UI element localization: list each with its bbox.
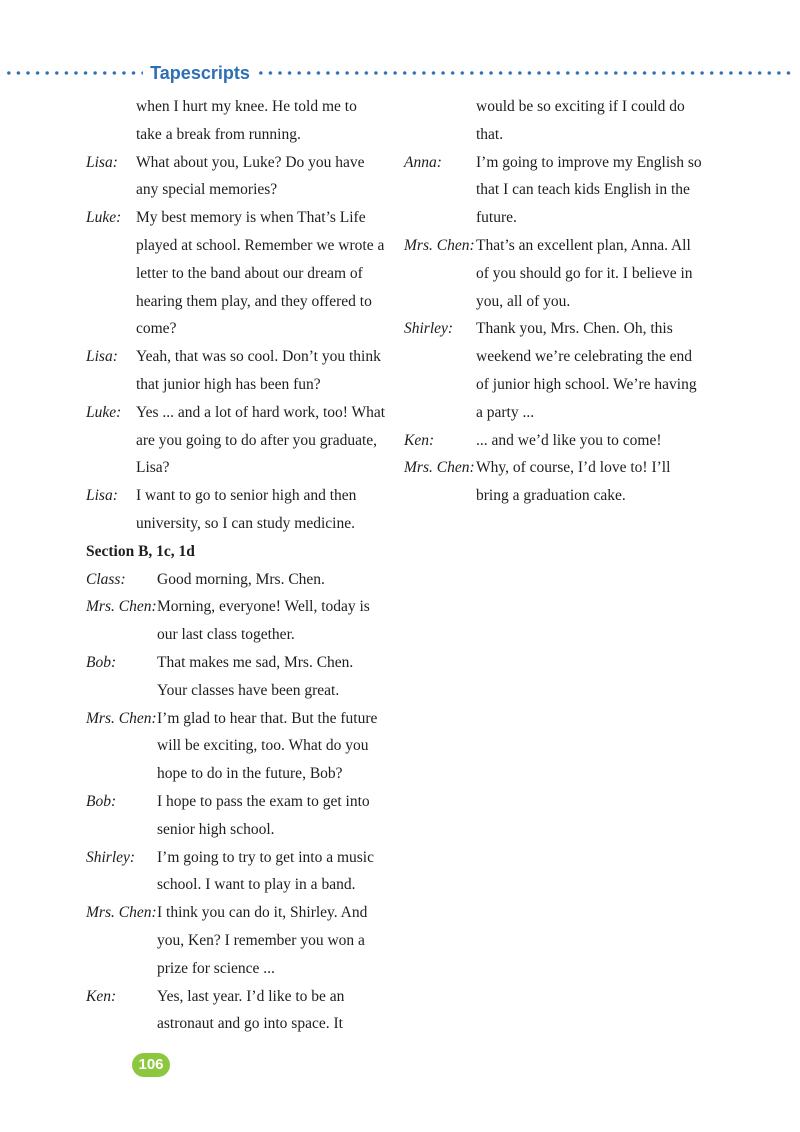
page-number-badge: 106 — [132, 1053, 170, 1077]
speaker-name: Mrs. Chen: — [86, 709, 157, 727]
speaker-name: Mrs. Chen: — [86, 904, 157, 922]
header-dots-right — [256, 70, 796, 76]
dialogue-line — [86, 649, 386, 705]
speaker-name: Mrs. Chen: — [404, 236, 475, 254]
dialogue-line — [86, 705, 386, 788]
dialogue-line — [86, 593, 386, 649]
dialogue-text: ... and we’d like you to come! — [476, 431, 662, 449]
dialogue-line — [404, 315, 704, 426]
dialogue-text: I hope to pass the exam to get into senior high school. — [157, 792, 370, 838]
left-column — [86, 93, 386, 1038]
speaker-name: Ken: — [86, 987, 117, 1005]
dialogue-text: Good morning, Mrs. Chen. — [157, 570, 325, 588]
continuation-text: would be so exciting if I could do that. — [476, 98, 685, 143]
dialogue-line — [86, 149, 386, 205]
speaker-name: Shirley: — [404, 320, 454, 338]
speaker-name: Ken: — [404, 431, 435, 449]
speaker-name: Mrs. Chen: — [404, 459, 475, 477]
speaker-name: Mrs. Chen: — [86, 598, 157, 616]
dialogue-text: I think you can do it, Shirley. And you, Ken? I remember you won a prize for science ... — [157, 904, 368, 977]
dialogue-text: Yes ... and a lot of hard work, too! What are you going to do after you graduate, Lisa? — [136, 403, 386, 477]
dialogue-line — [86, 204, 386, 343]
dialogue-text: I want to go to senior high and then university, so I can study medicine. — [136, 487, 357, 532]
header-title: Tapescripts — [150, 63, 250, 83]
dialogue-text: Yeah, that was so cool. Don’t you think that junior high has been fun? — [136, 348, 381, 393]
dialogue-text: My best memory is when That’s Life played at school. Remember we wrote a letter to the band about our dream of hearing them play, and they offered to come? — [136, 209, 385, 338]
speaker-name: Luke: — [86, 403, 122, 421]
dialogue-line — [86, 343, 386, 399]
right-column — [404, 93, 704, 510]
dialogue-text: What about you, Luke? Do you have any special memories? — [136, 153, 365, 199]
dialogue-line — [404, 232, 704, 315]
dialogue-line — [404, 454, 704, 510]
dialogue-line — [86, 566, 386, 594]
dialogue-line — [86, 899, 386, 982]
speaker-name: Bob: — [86, 653, 117, 671]
dialogue-text: Morning, everyone! Well, today is our last class together. — [157, 598, 370, 644]
dialogue-line — [404, 427, 704, 455]
dialogue-line — [86, 983, 386, 1039]
dialogue-text: Thank you, Mrs. Chen. Oh, this weekend we’re celebrating the end of junior high school. We’re having a party ... — [476, 320, 697, 421]
speaker-name: Class: — [86, 570, 126, 588]
speaker-name: Lisa: — [86, 153, 118, 171]
section-title: Section B, 1c, 1d — [86, 542, 195, 560]
speaker-name: Lisa: — [86, 487, 118, 505]
dialogue-text: Why, of course, I’d love to! I’ll bring a graduation cake. — [476, 459, 671, 505]
dialogue-line — [86, 788, 386, 844]
speaker-name: Bob: — [86, 792, 117, 810]
dialogue-line — [86, 844, 386, 900]
dialogue-line — [86, 482, 386, 538]
speaker-name: Lisa: — [86, 348, 118, 366]
dialogue-line — [404, 149, 704, 232]
speaker-name: Shirley: — [86, 848, 136, 866]
dialogue-text: That’s an excellent plan, Anna. All of you should go for it. I believe in you, all of you. — [476, 236, 693, 310]
page-header — [0, 60, 800, 86]
speaker-name: Anna: — [404, 153, 442, 171]
dialogue-line — [86, 399, 386, 482]
speaker-name: Luke: — [86, 209, 122, 227]
dialogue-text: That makes me sad, Mrs. Chen. Your classes have been great. — [157, 653, 354, 699]
dialogue-text: I’m going to try to get into a music school. I want to play in a band. — [157, 848, 374, 894]
dialogue-text: I’m going to improve my English so that I can teach kids English in the future. — [476, 153, 702, 227]
header-dots-left — [4, 70, 143, 76]
continuation-text: when I hurt my knee. He told me to take a break from running. — [136, 98, 357, 143]
dialogue-text: Yes, last year. I’d like to be an astronaut and go into space. It — [157, 987, 345, 1033]
dialogue-text: I’m glad to hear that. But the future will be exciting, too. What do you hope to do in the future, Bob? — [157, 709, 378, 783]
